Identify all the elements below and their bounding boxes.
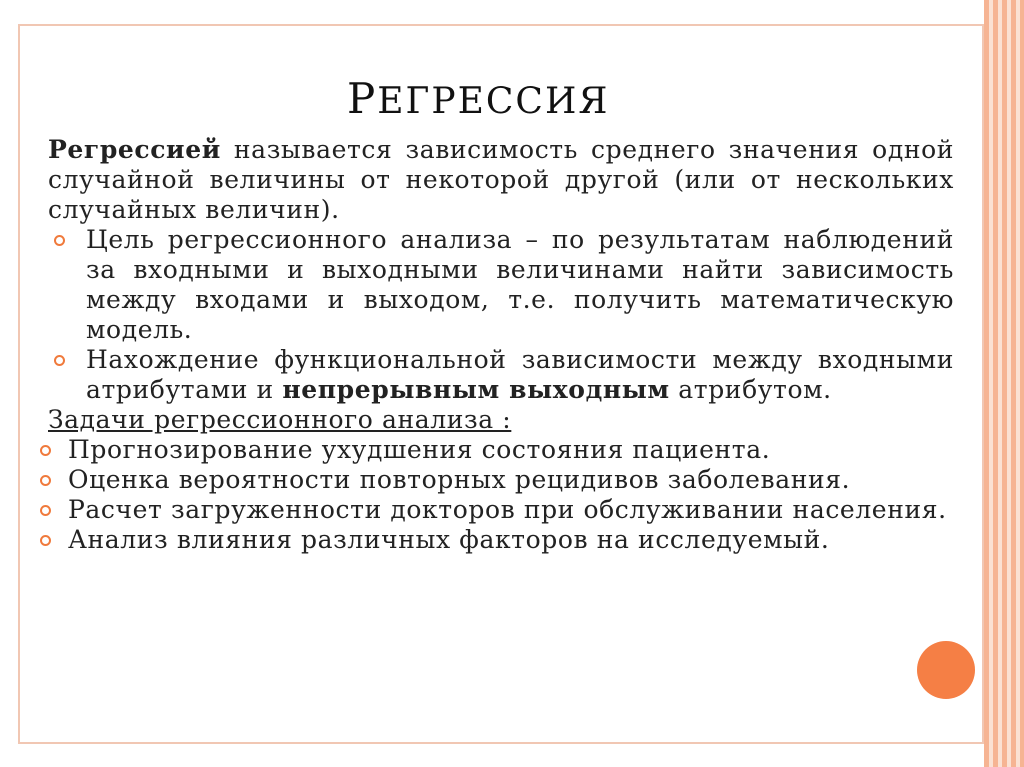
list-item: Нахождение функциональной зависимости между входными атрибутами и непрерывным выходным атрибутом. xyxy=(48,345,954,405)
slide-title: РЕГРЕССИЯ xyxy=(347,74,610,123)
definition-paragraph: Регрессией называется зависимость среднего значения одной случайной величины от некоторой другой (или от нескольких случайных величин). xyxy=(48,135,954,224)
bullet-icon xyxy=(54,355,65,366)
bullet-icon xyxy=(40,505,51,516)
decorative-circle xyxy=(917,641,975,699)
defined-term: Регрессией xyxy=(48,135,221,164)
bullet-icon xyxy=(40,445,51,456)
list-item: Цель регрессионного анализа – по результатам наблюдений за входными и выходными величинами найти зависимость между входами и выходом, т.е. получить математическую модель. xyxy=(48,225,954,345)
list-item: Анализ влияния различных факторов на исследуемый. xyxy=(48,525,954,555)
bullet-icon xyxy=(40,475,51,486)
tasks-heading: Задачи регрессионного анализа : xyxy=(48,405,512,434)
bullet-icon xyxy=(54,235,65,246)
list-item: Расчет загруженности докторов при обслуживании населения. xyxy=(48,495,954,525)
decorative-stripes xyxy=(984,0,1024,767)
slide-content xyxy=(48,135,954,555)
list-item: Прогнозирование ухудшения состояния пациента. xyxy=(48,435,954,465)
list-item: Оценка вероятности повторных рецидивов заболевания. xyxy=(48,465,954,495)
bullet-icon xyxy=(40,535,51,546)
